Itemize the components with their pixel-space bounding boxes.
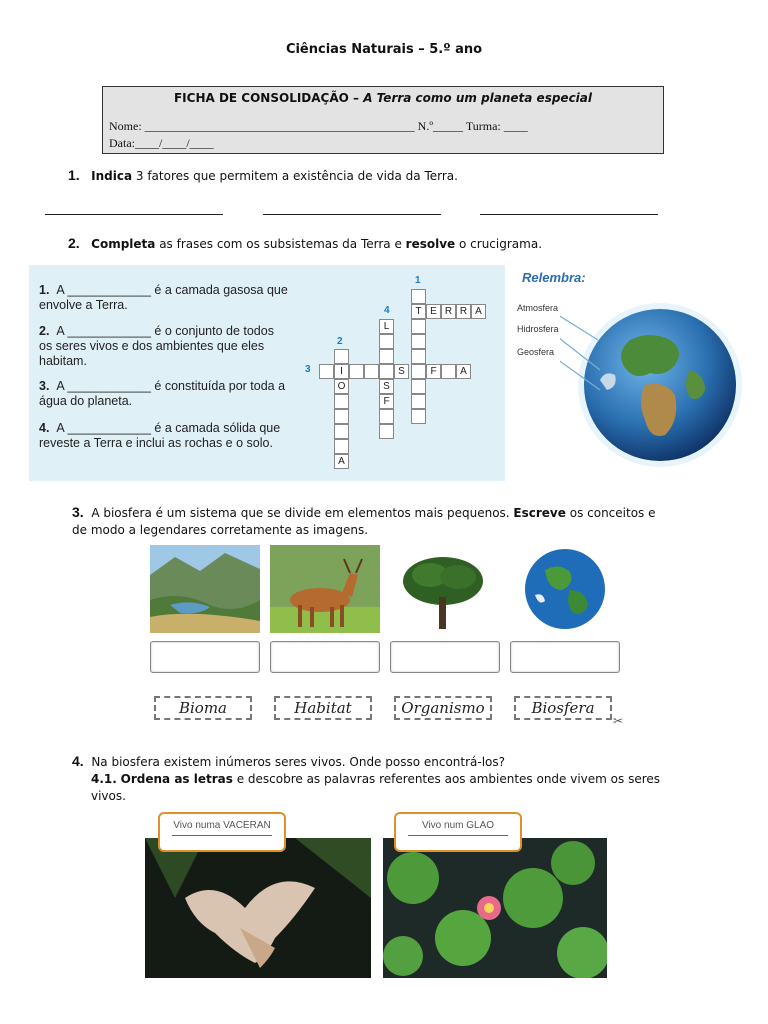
crossword-cell[interactable]: [411, 364, 426, 379]
crossword-cell[interactable]: S: [379, 379, 394, 394]
crossword-item-number: 3.: [39, 379, 50, 393]
crossword-cell[interactable]: [411, 394, 426, 409]
crossword-item-text: A ____________ é a camada gasosa que envolve a Terra.: [39, 283, 288, 312]
cut-label-biosfera[interactable]: Biosfera: [514, 696, 612, 720]
globe-label-atmosfera: Atmosfera: [517, 303, 559, 313]
crossword-cell[interactable]: R: [441, 304, 456, 319]
answer-line-3[interactable]: [480, 214, 658, 215]
question-4-1-verb: Ordena as letras: [120, 772, 233, 786]
question-4-1-text: e descobre as palavras referentes aos ambientes onde vivem os seres vivos.: [91, 772, 661, 803]
question-1-text: 3 fatores que permitem a existência de vida da Terra.: [132, 169, 458, 183]
crossword-cell[interactable]: I: [334, 364, 349, 379]
cut-label-bioma[interactable]: Bioma: [154, 696, 252, 720]
globe-label-hidrosfera: Hidrosfera: [517, 324, 559, 334]
crossword-item-number: 4.: [39, 421, 50, 435]
question-1: [68, 167, 458, 183]
crossword-cell[interactable]: E: [426, 304, 441, 319]
question-3-text-1: A biosfera é um sistema que se divide em elementos mais pequenos.: [91, 506, 514, 520]
answer-line-1[interactable]: [45, 214, 223, 215]
crossword-panel: [29, 265, 505, 481]
question-2-text-2: o crucigrama.: [455, 237, 543, 251]
crossword-cell[interactable]: [334, 409, 349, 424]
tree-photo: [390, 545, 500, 633]
water-lily-photo: [383, 838, 607, 978]
answer-line-2[interactable]: [263, 214, 441, 215]
earth-photo: [510, 545, 620, 633]
crossword-cell[interactable]: [379, 424, 394, 439]
crossword-item-3: [39, 379, 289, 409]
clue-number-1: 1: [415, 275, 421, 286]
relembra-heading: Relembra:: [522, 270, 586, 285]
crossword-cell[interactable]: [411, 289, 426, 304]
clue-number-4: 4: [384, 305, 390, 316]
crossword-cell[interactable]: O: [334, 379, 349, 394]
question-4-1-number: 4.1.: [91, 772, 117, 786]
question-4-1: [91, 771, 671, 805]
question-2-text-1: as frases com os subsistemas da Terra e: [155, 237, 406, 251]
earth-globe-icon: [560, 300, 760, 475]
crossword-cell[interactable]: [334, 424, 349, 439]
crossword-item-number: 2.: [39, 324, 50, 338]
crossword-cell[interactable]: [349, 364, 364, 379]
crossword-cell[interactable]: A: [334, 454, 349, 469]
worksheet-title-prefix: FICHA DE CONSOLIDAÇÃO –: [173, 91, 364, 105]
question-2-verb-1: Completa: [91, 237, 156, 251]
speech-bubble-answer-line[interactable]: [172, 835, 271, 836]
speech-bubble-text: Vivo numa VACERAN: [173, 820, 271, 831]
speech-bubble-lily: [394, 812, 522, 852]
crossword-cell[interactable]: [334, 439, 349, 454]
crossword-cell[interactable]: [411, 349, 426, 364]
question-2-verb-2: resolve: [405, 237, 456, 251]
question-1-verb: Indica: [91, 169, 133, 183]
speech-bubble-answer-line[interactable]: [408, 835, 507, 836]
crossword-cell[interactable]: [379, 364, 394, 379]
cut-label-organismo[interactable]: Organismo: [394, 696, 492, 720]
question-3-verb: Escreve: [513, 506, 566, 520]
crossword-cell[interactable]: F: [379, 394, 394, 409]
worksheet-title-theme: A Terra como um planeta especial: [363, 91, 593, 105]
crossword-cell[interactable]: [411, 319, 426, 334]
crossword-cell[interactable]: [334, 349, 349, 364]
crossword-cell[interactable]: [411, 409, 426, 424]
crossword-cell[interactable]: A: [471, 304, 486, 319]
page-title: Ciências Naturais – 5.º ano: [285, 42, 483, 57]
question-3-number: 3.: [72, 504, 84, 520]
crossword-item-1: [39, 283, 289, 313]
question-3-text-2: os conceitos e de modo a legendares corretamente as imagens.: [72, 506, 656, 537]
crossword-item-2: [39, 324, 289, 369]
crossword-cell[interactable]: A: [456, 364, 471, 379]
cut-label-habitat[interactable]: Habitat: [274, 696, 372, 720]
name-line[interactable]: Nome: _____________________________________________ N.º_____ Turma: ____: [109, 119, 528, 133]
bat-photo: [145, 838, 371, 978]
worksheet-title: [103, 91, 663, 105]
crossword-cell[interactable]: [411, 334, 426, 349]
crossword-item-text: A ____________ é a camada sólida que reveste a Terra e inclui as rochas e o solo.: [39, 421, 281, 450]
worksheet-header-box: [102, 86, 664, 154]
crossword-cell[interactable]: [379, 334, 394, 349]
question-1-number: 1.: [68, 167, 80, 183]
question-4: [72, 753, 672, 771]
crossword-cell[interactable]: [334, 394, 349, 409]
crossword-cell[interactable]: L: [379, 319, 394, 334]
crossword-item-text: A ____________ é o conjunto de todos os seres vivos e dos ambientes que eles habitam.: [39, 324, 274, 368]
clue-number-3: 3: [305, 364, 311, 375]
crossword-item-number: 1.: [39, 283, 50, 297]
deer-photo: [270, 545, 380, 633]
crossword-item-text: A ____________ é constituída por toda a água do planeta.: [39, 379, 286, 408]
speech-bubble-bat: [158, 812, 286, 852]
crossword-cell[interactable]: [441, 364, 456, 379]
crossword-cell[interactable]: [379, 409, 394, 424]
crossword-cell[interactable]: F: [426, 364, 441, 379]
question-4-number: 4.: [72, 753, 84, 769]
speech-bubble-text: Vivo num GLAO: [421, 820, 495, 831]
clue-number-2: 2: [337, 336, 343, 347]
question-4-text: Na biosfera existem inúmeros seres vivos. Onde posso encontrá-los?: [91, 755, 506, 769]
crossword-cell[interactable]: R: [456, 304, 471, 319]
date-line[interactable]: Data:____/____/____: [109, 136, 214, 150]
question-2: [68, 235, 542, 251]
crossword-cell[interactable]: [379, 349, 394, 364]
caption-box-1[interactable]: [150, 641, 260, 673]
crossword-cell[interactable]: [411, 379, 426, 394]
caption-box-2[interactable]: [270, 641, 380, 673]
caption-box-4[interactable]: [510, 641, 620, 673]
crossword-cell[interactable]: T: [411, 304, 426, 319]
scissors-icon: ✂: [613, 714, 624, 728]
question-3: [72, 504, 672, 539]
globe-label-geosfera: Geosfera: [517, 347, 555, 357]
caption-box-3[interactable]: [390, 641, 500, 673]
crossword-item-4: [39, 421, 289, 451]
crossword-cell[interactable]: [319, 364, 334, 379]
crossword-cell[interactable]: [364, 364, 379, 379]
crossword-cell[interactable]: S: [394, 364, 409, 379]
landscape-photo: [150, 545, 260, 633]
question-2-number: 2.: [68, 235, 80, 251]
